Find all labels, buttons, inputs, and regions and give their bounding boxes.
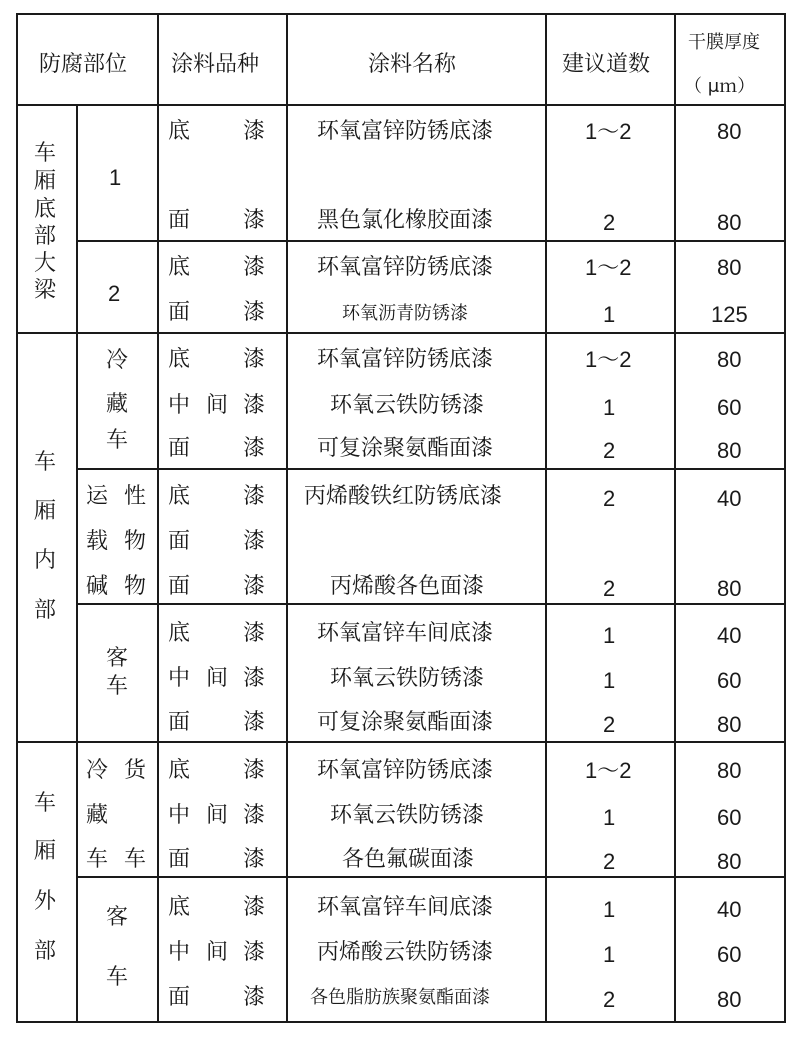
coats-value: 2	[603, 849, 616, 874]
paint-type-char: 中	[168, 393, 191, 418]
paint-type-char: 漆	[243, 208, 266, 233]
paint-type-char: 漆	[243, 529, 266, 554]
paint-type-char: 面	[168, 574, 191, 599]
paint-type-char: 漆	[243, 758, 266, 783]
paint-type-char: 漆	[243, 621, 266, 646]
subgroup-label-char: 车	[86, 847, 109, 872]
subgroup-label-char: 车	[124, 847, 147, 872]
table-border-top	[16, 13, 786, 15]
paint-type-char: 底	[168, 758, 191, 783]
col-divider	[545, 13, 547, 1023]
group-label-char: 梁	[34, 278, 57, 303]
subgroup-label-char: 冷	[86, 758, 109, 783]
paint-name: 环氧沥青防锈漆	[342, 303, 468, 324]
coats-value: 1～2	[585, 119, 632, 144]
paint-type-char: 间	[206, 666, 229, 691]
subgroup-label-char: 碱	[86, 574, 109, 599]
paint-type-char: 漆	[243, 666, 266, 691]
thickness-value: 80	[717, 347, 742, 372]
table-border-bottom	[16, 1021, 786, 1023]
paint-name: 环氧富锌车间底漆	[317, 895, 494, 920]
coats-value: 1	[603, 302, 616, 327]
table-border-left	[16, 13, 18, 1023]
row-divider	[76, 876, 786, 878]
thickness-value: 40	[717, 897, 742, 922]
row-divider	[76, 603, 786, 605]
group-label-char: 车	[34, 141, 57, 166]
subgroup-label-char: 载	[86, 529, 109, 554]
coats-value: 1～2	[585, 255, 632, 280]
paint-type-char: 间	[206, 393, 229, 418]
thickness-value: 60	[717, 668, 742, 693]
paint-name: 各色氟碳面漆	[342, 847, 475, 872]
coats-value: 1	[603, 668, 616, 693]
paint-type-char: 漆	[243, 574, 266, 599]
paint-type-char: 面	[168, 300, 191, 325]
subgroup-label-char: 物	[124, 529, 147, 554]
paint-type-char: 漆	[243, 255, 266, 280]
paint-name: 环氧富锌防锈底漆	[317, 255, 494, 280]
header-paint-type: 涂料品种	[171, 52, 260, 77]
paint-type-char: 底	[168, 347, 191, 372]
subgroup-label: 1	[109, 165, 122, 190]
group-label-char: 大	[34, 251, 57, 276]
table-border-right	[784, 13, 786, 1023]
thickness-value: 80	[717, 438, 742, 463]
coats-value: 2	[603, 210, 616, 235]
header-location: 防腐部位	[39, 52, 128, 77]
thickness-value: 60	[717, 395, 742, 420]
thickness-value: 80	[717, 119, 742, 144]
paint-name: 丙烯酸云铁防锈漆	[317, 940, 494, 965]
subgroup-label-char: 性	[124, 484, 147, 509]
thickness-value: 80	[717, 255, 742, 280]
paint-type-char: 面	[168, 208, 191, 233]
group-label-char: 部	[34, 224, 57, 249]
coats-value: 1	[603, 942, 616, 967]
group-label-char: 底	[34, 197, 57, 222]
subgroup-label-char: 车	[106, 674, 129, 699]
paint-type-char: 面	[168, 710, 191, 735]
group-label-char: 车	[34, 791, 57, 816]
paint-name: 可复涂聚氨酯面漆	[317, 436, 494, 461]
subgroup-label-char: 运	[86, 484, 109, 509]
group-label-char: 厢	[34, 169, 57, 194]
thickness-value: 80	[717, 576, 742, 601]
paint-type-char: 底	[168, 484, 191, 509]
paint-type-char: 面	[168, 985, 191, 1010]
paint-type-char: 底	[168, 255, 191, 280]
paint-type-char: 间	[206, 803, 229, 828]
paint-type-char: 面	[168, 436, 191, 461]
thickness-value: 80	[717, 712, 742, 737]
subgroup-label-char: 物	[124, 574, 147, 599]
subgroup-label-char: 客	[106, 905, 129, 930]
paint-name: 各色脂肪族聚氨酯面漆	[310, 987, 490, 1008]
paint-name: 环氧富锌防锈底漆	[317, 758, 494, 783]
paint-type-char: 中	[168, 940, 191, 965]
paint-name: 环氧云铁防锈漆	[330, 393, 485, 418]
coats-value: 1～2	[585, 758, 632, 783]
row-divider	[76, 468, 786, 470]
col-divider	[157, 13, 159, 1023]
subgroup-label-char: 货	[124, 758, 147, 783]
group-label-char: 厢	[34, 499, 57, 524]
group-label-char: 外	[34, 889, 57, 914]
paint-name: 环氧富锌防锈底漆	[317, 347, 494, 372]
col-divider	[76, 104, 78, 1023]
paint-type-char: 漆	[243, 803, 266, 828]
coats-value: 1～2	[585, 347, 632, 372]
coats-value: 2	[603, 987, 616, 1012]
coats-value: 2	[603, 486, 616, 511]
paint-name: 丙烯酸各色面漆	[330, 574, 485, 599]
paint-type-char: 底	[168, 621, 191, 646]
paint-type-char: 漆	[243, 119, 266, 144]
thickness-value: 40	[717, 623, 742, 648]
coats-value: 2	[603, 438, 616, 463]
paint-type-char: 漆	[243, 436, 266, 461]
coats-value: 2	[603, 712, 616, 737]
paint-type-char: 间	[206, 940, 229, 965]
paint-type-char: 漆	[243, 393, 266, 418]
paint-name: 环氧富锌防锈底漆	[317, 119, 494, 144]
thickness-value: 80	[717, 210, 742, 235]
paint-name: 环氧云铁防锈漆	[330, 666, 485, 691]
subgroup-label-char: 车	[106, 965, 129, 990]
paint-name: 黑色氯化橡胶面漆	[317, 208, 494, 233]
header-divider	[16, 104, 786, 106]
group-divider	[16, 332, 786, 334]
thickness-value: 60	[717, 805, 742, 830]
paint-type-char: 漆	[243, 847, 266, 872]
subgroup-label-char: 车	[106, 428, 129, 453]
paint-type-char: 底	[168, 119, 191, 144]
group-label-char: 部	[34, 939, 57, 964]
paint-type-char: 漆	[243, 985, 266, 1010]
thickness-value: 80	[717, 987, 742, 1012]
paint-type-char: 底	[168, 895, 191, 920]
header-thickness-unit: （ μｍ）	[684, 76, 756, 97]
col-divider	[674, 13, 676, 1023]
coats-value: 1	[603, 623, 616, 648]
paint-type-char: 漆	[243, 710, 266, 735]
paint-type-char: 漆	[243, 300, 266, 325]
subgroup-label: 2	[108, 281, 121, 306]
group-label-char: 内	[34, 548, 57, 573]
header-paint-name: 涂料名称	[368, 52, 457, 77]
group-divider	[16, 741, 786, 743]
group-label-char: 车	[34, 450, 57, 475]
paint-type-char: 面	[168, 529, 191, 554]
group-label-char: 部	[34, 598, 57, 623]
paint-name: 环氧富锌车间底漆	[317, 621, 494, 646]
subgroup-label-char: 藏	[86, 803, 109, 828]
paint-type-char: 中	[168, 666, 191, 691]
header-coats: 建议道数	[562, 52, 651, 77]
paint-type-char: 漆	[243, 895, 266, 920]
paint-name: 可复涂聚氨酯面漆	[317, 710, 494, 735]
coats-value: 1	[603, 395, 616, 420]
subgroup-label-char: 藏	[106, 392, 129, 417]
thickness-value: 60	[717, 942, 742, 967]
coats-value: 1	[603, 897, 616, 922]
thickness-value: 80	[717, 758, 742, 783]
paint-type-char: 漆	[243, 347, 266, 372]
subgroup-label-char: 冷	[106, 348, 129, 373]
thickness-value: 80	[717, 849, 742, 874]
paint-name: 环氧云铁防锈漆	[330, 803, 485, 828]
coats-value: 1	[603, 805, 616, 830]
paint-type-char: 漆	[243, 484, 266, 509]
thickness-value: 125	[711, 302, 748, 327]
paint-type-char: 面	[168, 847, 191, 872]
paint-type-char: 中	[168, 803, 191, 828]
col-divider	[286, 13, 288, 1023]
header-thickness: 干膜厚度	[688, 32, 760, 53]
paint-name: 丙烯酸铁红防锈底漆	[304, 484, 503, 509]
subgroup-label-char: 客	[106, 646, 129, 671]
group-label-char: 厢	[34, 839, 57, 864]
paint-type-char: 漆	[243, 940, 266, 965]
row-divider	[76, 240, 786, 242]
thickness-value: 40	[717, 486, 742, 511]
coats-value: 2	[603, 576, 616, 601]
